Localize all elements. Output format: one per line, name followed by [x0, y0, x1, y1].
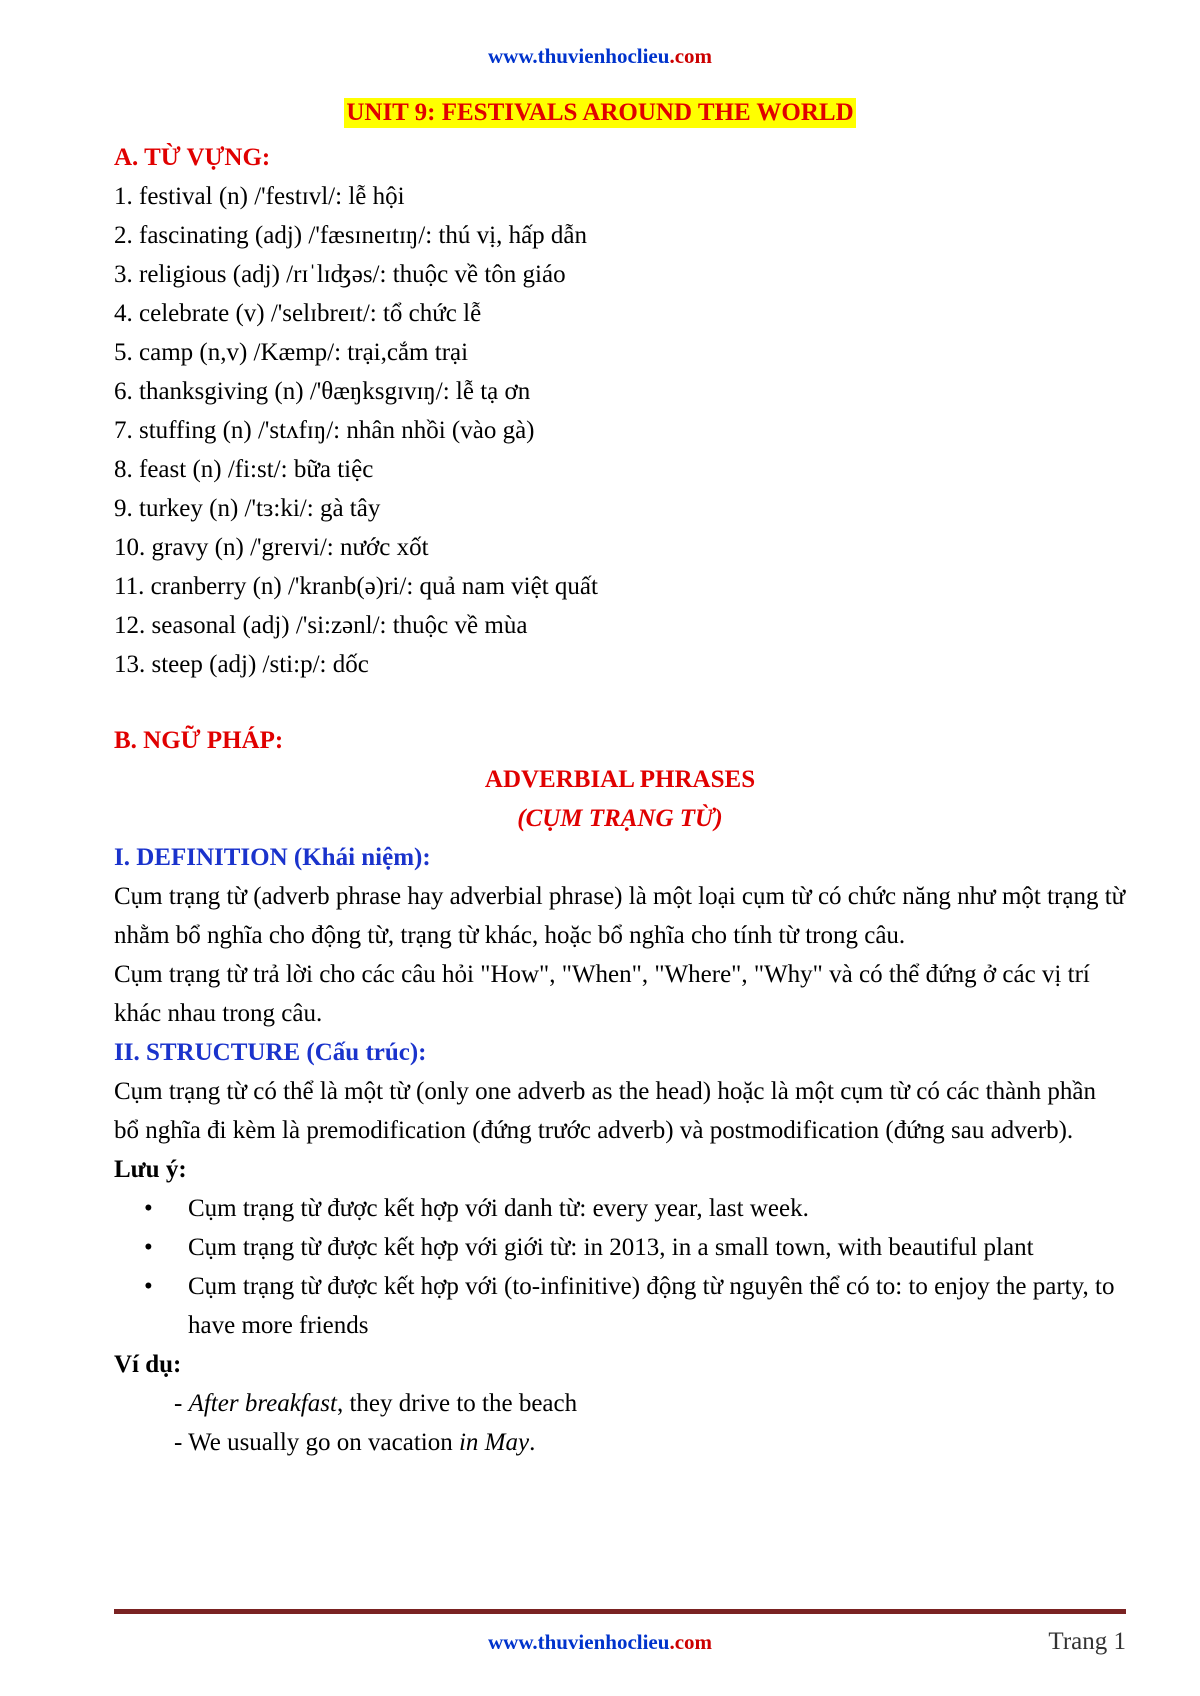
example-1-italic: After breakfast — [188, 1390, 337, 1417]
definition-paragraph-1: Cụm trạng từ (adverb phrase hay adverbial phrase) là một loại cụm từ có chức năng như một trạng từ nhằm bổ nghĩa cho động từ, trạng từ khác, hoặc bổ nghĩa cho tính từ trong câu. — [114, 883, 1126, 949]
vocab-item: 10. gravy (n) /'greɪvi/: nước xốt — [114, 534, 429, 561]
example-2-before: - We usually go on vacation — [174, 1429, 459, 1456]
example-2-italic: in May — [458, 1429, 530, 1456]
vocab-item: 2. fascinating (adj) /'fæsɪneɪtɪŋ/: thú vị, hấp dẫn — [114, 222, 588, 249]
structure-heading: II. STRUCTURE (Cấu trúc): — [114, 1039, 427, 1066]
note-item: • Cụm trạng từ được kết hợp với danh từ: every year, last week. — [144, 1189, 1126, 1228]
example-1-dash: - — [174, 1390, 189, 1417]
example-2-after: . — [529, 1429, 536, 1456]
note-label: Lưu ý: — [114, 1156, 187, 1183]
example-1-rest: , they drive to the beach — [336, 1390, 578, 1417]
header-site-main: www.thuvienhoclieu — [487, 44, 670, 68]
title-wrap — [0, 98, 1200, 128]
vocab-item: 8. feast (n) /fi:st/: bữa tiệc — [114, 456, 374, 483]
note-item: • Cụm trạng từ được kết hợp với giới từ: in 2013, in a small town, with beautiful plant — [144, 1228, 1126, 1267]
header-site-link[interactable] — [0, 44, 1200, 69]
vocab-item: 11. cranberry (n) /'kranb(ə)ri/: quả nam việt quất — [114, 573, 598, 600]
definition-heading: I. DEFINITION (Khái niệm): — [114, 844, 431, 871]
page-title: UNIT 9: FESTIVALS AROUND THE WORLD — [346, 99, 854, 126]
vocab-list — [114, 177, 1126, 684]
example-label: Ví dụ: — [114, 1351, 182, 1378]
note-list — [114, 1189, 1126, 1345]
vocab-item: 4. celebrate (v) /'selɪbreɪt/: tổ chức lễ — [114, 300, 482, 327]
vocab-item: 5. camp (n,v) /Kæmp/: trại,cắm trại — [114, 339, 469, 366]
footer-site-domain: .com — [669, 1630, 713, 1654]
spacer — [114, 684, 1126, 721]
footer-divider — [114, 1609, 1126, 1614]
vocab-item: 12. seasonal (adj) /'si:zənl/: thuộc về mùa — [114, 612, 528, 639]
header-site-domain: .com — [669, 44, 713, 68]
vocab-item: 9. turkey (n) /'tɜ:ki/: gà tây — [114, 495, 381, 522]
grammar-topic-vi: (CỤM TRẠNG TỪ) — [517, 805, 723, 832]
footer-site-link[interactable] — [0, 1630, 1200, 1655]
page-number: Trang 1 — [1048, 1628, 1126, 1655]
grammar-topic: ADVERBIAL PHRASES — [484, 766, 756, 793]
vocab-item: 6. thanksgiving (n) /'θæŋksgɪvɪŋ/: lễ tạ ơn — [114, 378, 531, 405]
example-2 — [114, 1423, 1126, 1462]
footer-site-main: www.thuvienhoclieu — [487, 1630, 670, 1654]
vocab-item: 1. festival (n) /'festɪvl/: lễ hội — [114, 183, 405, 210]
document-body — [114, 138, 1126, 1462]
structure-paragraph: Cụm trạng từ có thể là một từ (only one adverb as the head) hoặc là một cụm từ có các thành phần bổ nghĩa đi kèm là premodification (đứng trước adverb) và postmodification (đứng sau adverb). — [114, 1078, 1097, 1144]
note-item: • Cụm trạng từ được kết hợp với (to-infinitive) động từ nguyên thể có to: to enjoy the party, to have more friends — [144, 1267, 1126, 1345]
vocab-item: 13. steep (adj) /sti:p/: dốc — [114, 651, 369, 678]
section-b-heading: B. NGỮ PHÁP: — [114, 727, 284, 754]
definition-paragraph-2: Cụm trạng từ trả lời cho các câu hỏi "How", "When", "Where", "Why" và có thể đứng ở các vị trí khác nhau trong câu. — [114, 961, 1090, 1027]
section-a-heading: A. TỪ VỰNG: — [114, 144, 271, 171]
example-1 — [114, 1384, 1126, 1423]
vocab-item: 3. religious (adj) /rɪˈlɪʤəs/: thuộc về tôn giáo — [114, 261, 566, 288]
vocab-item: 7. stuffing (n) /'stʌfɪŋ/: nhân nhồi (vào gà) — [114, 417, 535, 444]
